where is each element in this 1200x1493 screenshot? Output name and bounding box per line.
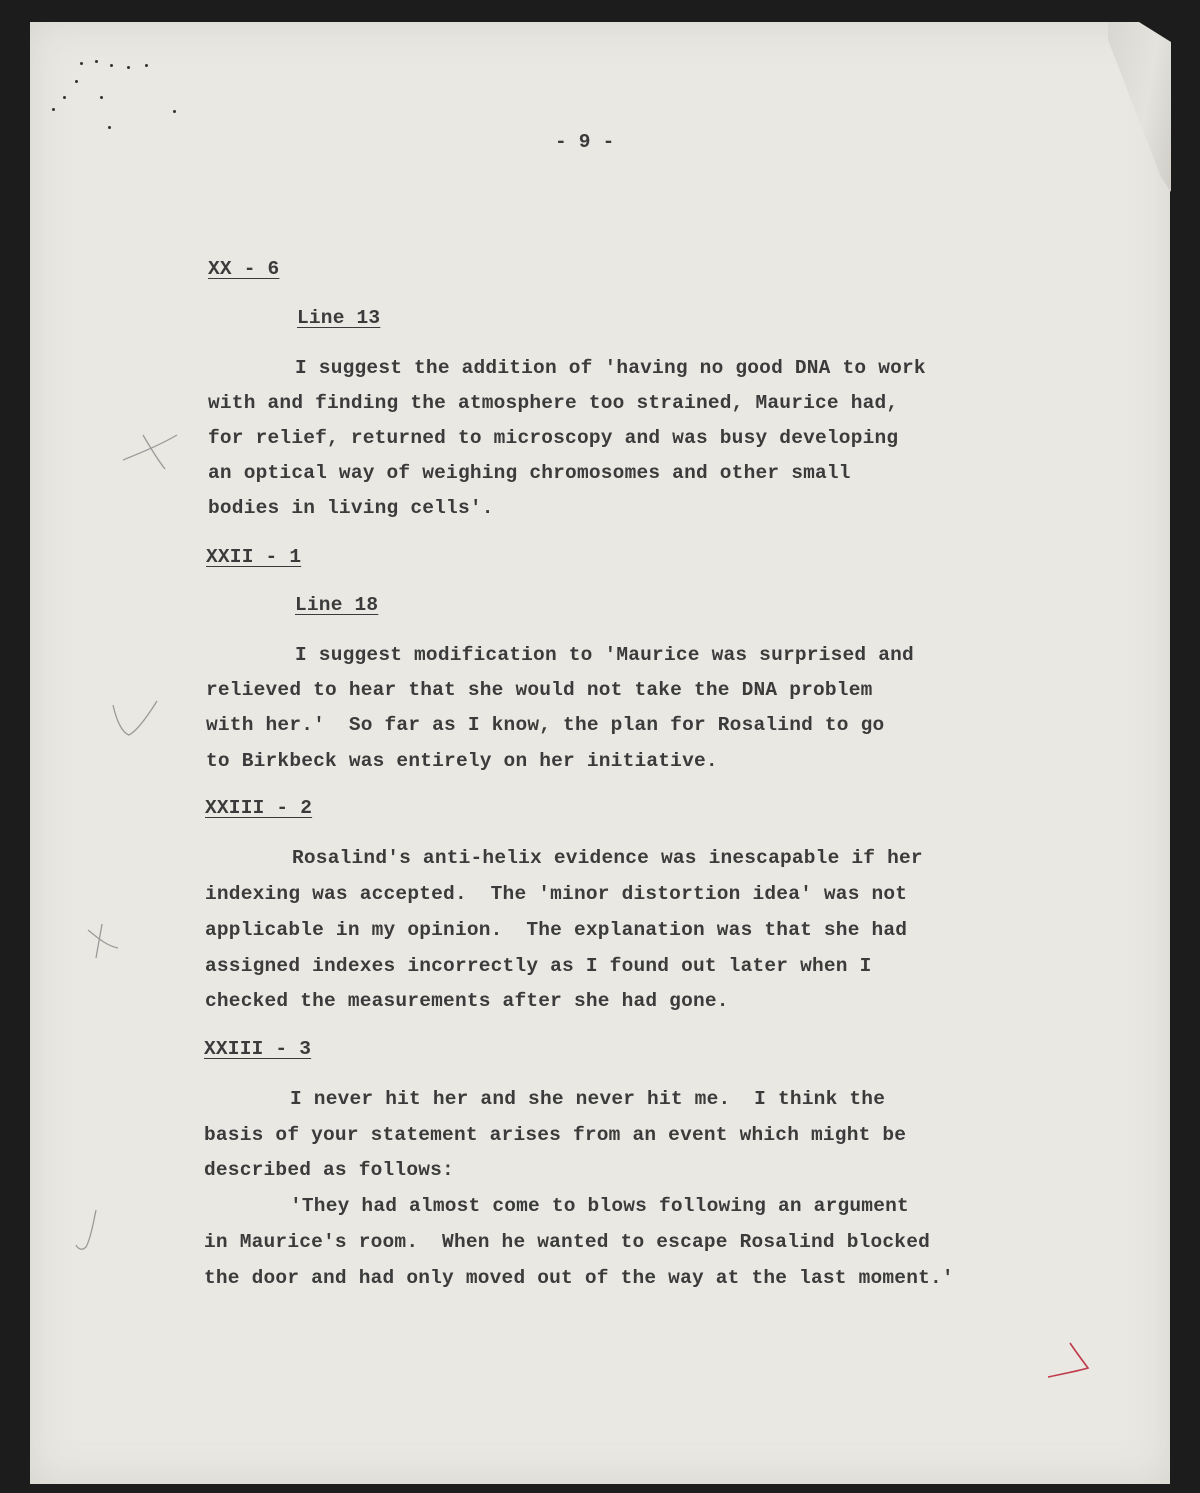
- body-line: checked the measurements after she had gone.: [205, 990, 729, 1012]
- body-line: basis of your statement arises from an event which might be: [204, 1124, 907, 1146]
- body-line: described as follows:: [204, 1159, 454, 1181]
- body-line: in Maurice's room. When he wanted to escape Rosalind blocked: [204, 1231, 931, 1253]
- body-line: for relief, returned to microscopy and was busy developing: [208, 427, 899, 449]
- pencil-cross-mark: [115, 425, 185, 475]
- section-heading: XX - 6: [208, 258, 280, 280]
- body-line: Rosalind's anti-helix evidence was inescapable if her: [292, 847, 923, 869]
- red-margin-mark: [1040, 1340, 1100, 1385]
- body-line: applicable in my opinion. The explanation was that she had: [205, 919, 908, 941]
- page-number: - 9 -: [555, 131, 615, 153]
- pencil-cross-mark: [78, 918, 128, 963]
- section-subheading: Line 13: [297, 307, 381, 329]
- body-line: with her.' So far as I know, the plan for Rosalind to go: [206, 714, 885, 736]
- body-line: 'They had almost come to blows following an argument: [290, 1195, 909, 1217]
- body-line: the door and had only moved out of the way at the last moment.': [204, 1267, 954, 1289]
- body-line: to Birkbeck was entirely on her initiative.: [206, 750, 718, 772]
- body-line: relieved to hear that she would not take the DNA problem: [206, 679, 873, 701]
- body-line: bodies in living cells'.: [208, 497, 494, 519]
- body-line: with and finding the atmosphere too strained, Maurice had,: [208, 392, 899, 414]
- section-heading: XXIII - 3: [204, 1038, 312, 1060]
- section-heading: XXIII - 2: [205, 797, 313, 819]
- section-subheading: Line 18: [295, 594, 379, 616]
- body-line: assigned indexes incorrectly as I found out later when I: [205, 955, 872, 977]
- section-heading: XXII - 1: [206, 546, 302, 568]
- pencil-check-mark: [66, 1205, 106, 1260]
- body-line: I suggest the addition of 'having no good DNA to work: [295, 357, 926, 379]
- pencil-check-mark: [105, 695, 165, 745]
- body-line: an optical way of weighing chromosomes and other small: [208, 462, 851, 484]
- body-line: I never hit her and she never hit me. I think the: [290, 1088, 886, 1110]
- body-line: I suggest modification to 'Maurice was surprised and: [295, 644, 914, 666]
- body-line: indexing was accepted. The 'minor distortion idea' was not: [205, 883, 908, 905]
